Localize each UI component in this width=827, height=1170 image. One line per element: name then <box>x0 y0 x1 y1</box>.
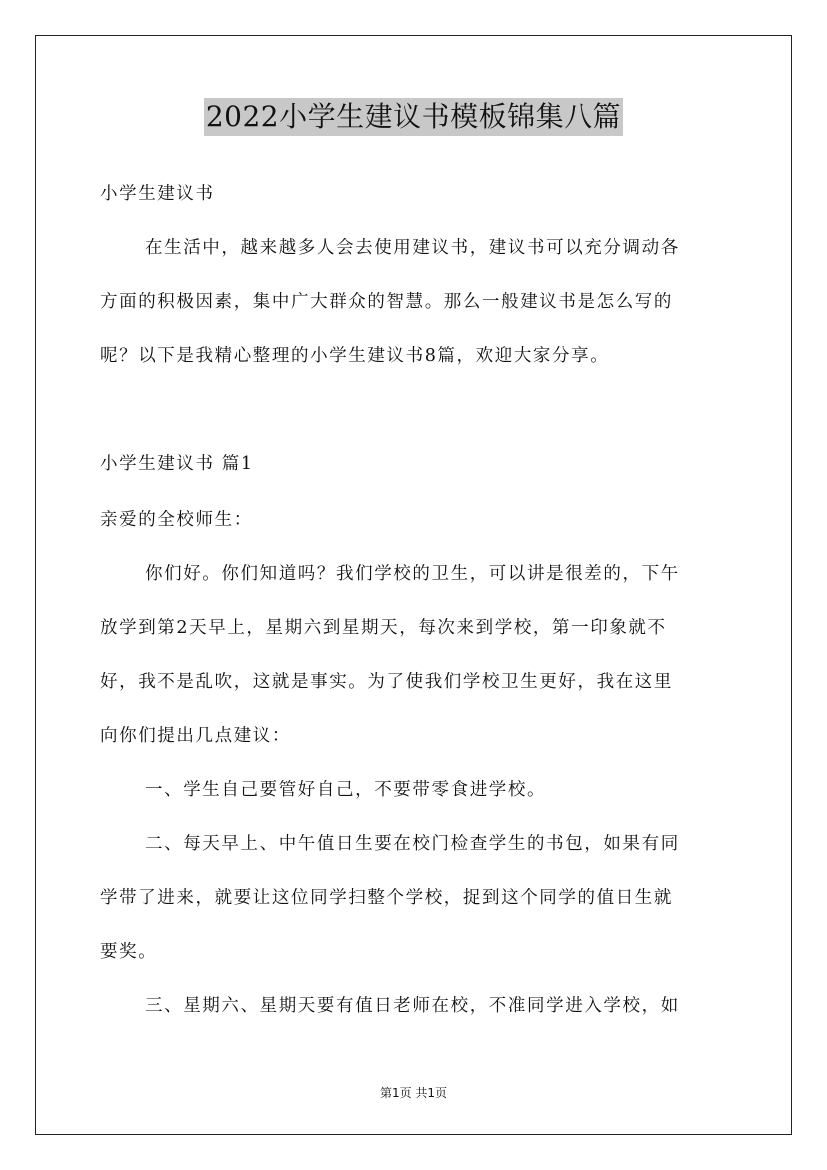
suggestion-item: 三、星期六、星期天要有值日老师在校，不准同学进入学校，如 <box>145 996 680 1016</box>
salutation: 亲爱的全校师生： <box>100 510 253 530</box>
paragraph-line: 要奖。 <box>100 942 158 962</box>
paragraph-line: 方面的积极因素，集中广大群众的智慧。那么一般建议书是怎么写的 <box>100 292 673 312</box>
article-heading: 小学生建议书 篇1 <box>100 454 254 474</box>
suggestion-item: 一、学生自己要管好自己，不要带零食进学校。 <box>145 780 547 800</box>
paragraph-line: 呢？以下是我精心整理的小学生建议书8篇，欢迎大家分享。 <box>100 346 610 366</box>
paragraph-line: 你们好。你们知道吗？我们学校的卫生，可以讲是很差的，下午 <box>145 564 680 584</box>
paragraph-line: 在生活中，越来越多人会去使用建议书，建议书可以充分调动各 <box>145 238 680 258</box>
paragraph-line: 好，我不是乱吹，这就是事实。为了使我们学校卫生更好，我在这里 <box>100 672 673 692</box>
paragraph-line: 学带了进来，就要让这位同学扫整个学校，捉到这个同学的值日生就 <box>100 888 673 908</box>
page-footer: 第1页 共1页 <box>379 1086 448 1100</box>
paragraph-line: 放学到第2天早上，星期六到星期天，每次来到学校，第一印象就不 <box>100 618 667 638</box>
title-container <box>0 98 827 136</box>
section-heading: 小学生建议书 <box>100 184 215 204</box>
paragraph-line: 向你们提出几点建议： <box>100 726 291 746</box>
suggestion-item: 二、每天早上、中午值日生要在校门检查学生的书包，如果有同 <box>145 834 680 854</box>
document-title: 2022小学生建议书模板锦集八篇 <box>204 98 623 136</box>
